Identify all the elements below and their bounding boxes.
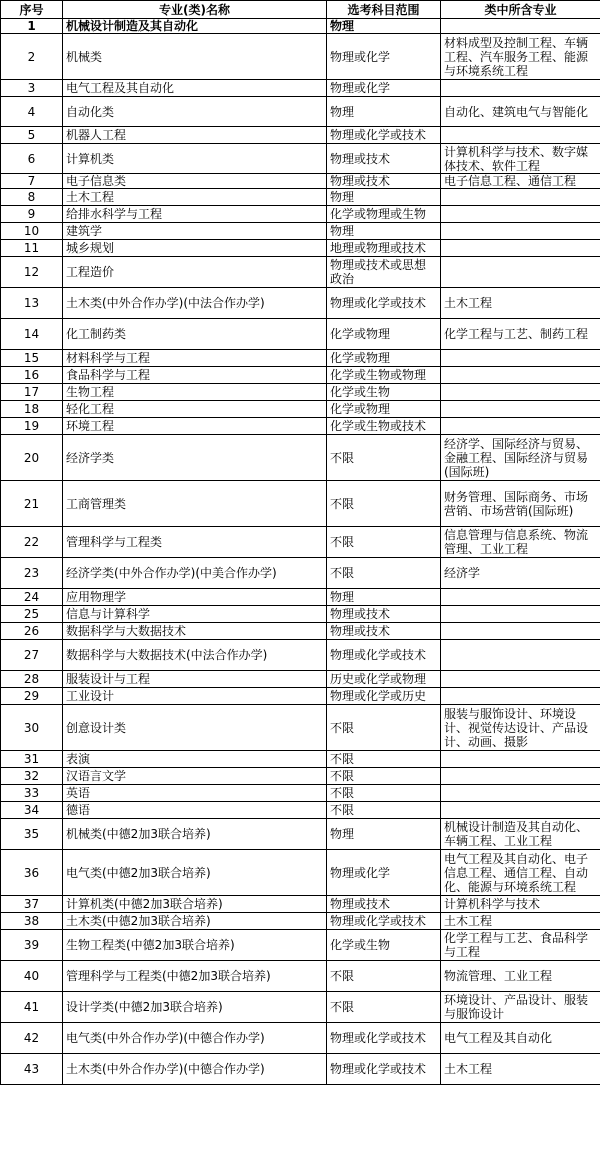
subject-range: 物理 xyxy=(327,189,441,206)
contained-majors: 土木工程 xyxy=(441,1054,600,1085)
subject-range: 物理 xyxy=(327,819,441,850)
major-name: 数据科学与大数据技术 xyxy=(63,623,327,640)
row-number: 32 xyxy=(1,768,63,785)
row-number: 43 xyxy=(1,1054,63,1085)
subject-range: 地理或物理或技术 xyxy=(327,240,441,257)
table-row xyxy=(1,19,600,34)
major-name: 电子信息类 xyxy=(63,174,327,189)
contained-majors: 化学工程与工艺、食品科学与工程 xyxy=(441,930,600,961)
table-row xyxy=(1,802,600,819)
table-row xyxy=(1,1023,600,1054)
major-name: 电气类(中德2加3联合培养) xyxy=(63,850,327,896)
contained-majors xyxy=(441,768,600,785)
row-number: 40 xyxy=(1,961,63,992)
major-name: 轻化工程 xyxy=(63,401,327,418)
contained-majors xyxy=(441,80,600,97)
row-number: 15 xyxy=(1,350,63,367)
row-number: 7 xyxy=(1,174,63,189)
table-row xyxy=(1,589,600,606)
contained-majors xyxy=(441,206,600,223)
row-number: 39 xyxy=(1,930,63,961)
major-name: 应用物理学 xyxy=(63,589,327,606)
major-name: 服装设计与工程 xyxy=(63,671,327,688)
contained-majors: 计算机科学与技术、数字媒体技术、软件工程 xyxy=(441,144,600,174)
table-row xyxy=(1,930,600,961)
contained-majors xyxy=(441,350,600,367)
subject-range: 化学或生物或技术 xyxy=(327,418,441,435)
subject-range: 不限 xyxy=(327,705,441,751)
contained-majors xyxy=(441,606,600,623)
subject-range: 物理或化学或技术 xyxy=(327,1054,441,1085)
row-number: 24 xyxy=(1,589,63,606)
table-row xyxy=(1,688,600,705)
row-number: 6 xyxy=(1,144,63,174)
row-number: 21 xyxy=(1,481,63,527)
major-name: 经济学类(中外合作办学)(中美合作办学) xyxy=(63,558,327,589)
row-number: 30 xyxy=(1,705,63,751)
contained-majors: 财务管理、国际商务、市场营销、市场营销(国际班) xyxy=(441,481,600,527)
row-number: 2 xyxy=(1,34,63,80)
major-name: 食品科学与工程 xyxy=(63,367,327,384)
subject-range: 化学或生物 xyxy=(327,384,441,401)
row-number: 5 xyxy=(1,127,63,144)
contained-majors: 化学工程与工艺、制药工程 xyxy=(441,319,600,350)
table-row xyxy=(1,913,600,930)
header-no: 序号 xyxy=(1,1,63,19)
table-row xyxy=(1,418,600,435)
row-number: 4 xyxy=(1,97,63,127)
row-number: 14 xyxy=(1,319,63,350)
contained-majors: 物流管理、工业工程 xyxy=(441,961,600,992)
major-name: 机器人工程 xyxy=(63,127,327,144)
table-row xyxy=(1,671,600,688)
subject-range: 物理或技术 xyxy=(327,896,441,913)
major-name: 经济学类 xyxy=(63,435,327,481)
contained-majors: 材料成型及控制工程、车辆工程、汽车服务工程、能源与环境系统工程 xyxy=(441,34,600,80)
major-name: 化工制药类 xyxy=(63,319,327,350)
table-row xyxy=(1,785,600,802)
contained-majors: 服装与服饰设计、环境设计、视觉传达设计、产品设计、动画、摄影 xyxy=(441,705,600,751)
table-row xyxy=(1,319,600,350)
table-row xyxy=(1,401,600,418)
contained-majors xyxy=(441,688,600,705)
subject-range: 不限 xyxy=(327,768,441,785)
table-row xyxy=(1,623,600,640)
table-row xyxy=(1,257,600,288)
subject-range: 物理或技术 xyxy=(327,623,441,640)
contained-majors xyxy=(441,384,600,401)
row-number: 41 xyxy=(1,992,63,1023)
major-name: 数据科学与大数据技术(中法合作办学) xyxy=(63,640,327,671)
table-row xyxy=(1,992,600,1023)
major-name: 建筑学 xyxy=(63,223,327,240)
table-row xyxy=(1,80,600,97)
row-number: 10 xyxy=(1,223,63,240)
contained-majors xyxy=(441,127,600,144)
table-row xyxy=(1,481,600,527)
subject-range: 不限 xyxy=(327,527,441,558)
row-number: 9 xyxy=(1,206,63,223)
major-name: 汉语言文学 xyxy=(63,768,327,785)
table-row xyxy=(1,34,600,80)
major-name: 土木类(中外合作办学)(中德合作办学) xyxy=(63,1054,327,1085)
table-row xyxy=(1,384,600,401)
subject-range: 化学或物理或生物 xyxy=(327,206,441,223)
subject-range: 物理或化学或技术 xyxy=(327,640,441,671)
table-row xyxy=(1,819,600,850)
subject-range: 物理 xyxy=(327,97,441,127)
subject-range: 不限 xyxy=(327,785,441,802)
major-name: 土木类(中德2加3联合培养) xyxy=(63,913,327,930)
row-number: 22 xyxy=(1,527,63,558)
table-row xyxy=(1,640,600,671)
row-number: 20 xyxy=(1,435,63,481)
major-name: 管理科学与工程类 xyxy=(63,527,327,558)
table-row xyxy=(1,288,600,319)
row-number: 11 xyxy=(1,240,63,257)
contained-majors: 信息管理与信息系统、物流管理、工业工程 xyxy=(441,527,600,558)
contained-majors xyxy=(441,19,600,34)
table-row xyxy=(1,896,600,913)
subject-range: 物理或化学或技术 xyxy=(327,127,441,144)
table-row xyxy=(1,850,600,896)
table-row xyxy=(1,435,600,481)
subject-range: 物理或化学 xyxy=(327,850,441,896)
contained-majors xyxy=(441,589,600,606)
row-number: 31 xyxy=(1,751,63,768)
row-number: 42 xyxy=(1,1023,63,1054)
row-number: 19 xyxy=(1,418,63,435)
subject-range: 物理或技术或思想政治 xyxy=(327,257,441,288)
subject-range: 不限 xyxy=(327,992,441,1023)
subject-range: 物理或化学或技术 xyxy=(327,1023,441,1054)
row-number: 34 xyxy=(1,802,63,819)
contained-majors xyxy=(441,802,600,819)
contained-majors: 环境设计、产品设计、服装与服饰设计 xyxy=(441,992,600,1023)
major-name: 计算机类 xyxy=(63,144,327,174)
major-name: 表演 xyxy=(63,751,327,768)
table-row xyxy=(1,751,600,768)
contained-majors: 经济学、国际经济与贸易、金融工程、国际经济与贸易(国际班) xyxy=(441,435,600,481)
row-number: 12 xyxy=(1,257,63,288)
table-row xyxy=(1,350,600,367)
row-number: 8 xyxy=(1,189,63,206)
contained-majors: 电气工程及其自动化 xyxy=(441,1023,600,1054)
contained-majors xyxy=(441,640,600,671)
subject-range: 物理 xyxy=(327,223,441,240)
header-contained-majors: 类中所含专业 xyxy=(441,1,600,19)
row-number: 17 xyxy=(1,384,63,401)
header-major-name: 专业(类)名称 xyxy=(63,1,327,19)
contained-majors xyxy=(441,785,600,802)
row-number: 38 xyxy=(1,913,63,930)
major-name: 给排水科学与工程 xyxy=(63,206,327,223)
table-row xyxy=(1,144,600,174)
table-row xyxy=(1,527,600,558)
major-name: 自动化类 xyxy=(63,97,327,127)
subject-range: 化学或物理 xyxy=(327,350,441,367)
major-name: 城乡规划 xyxy=(63,240,327,257)
major-name: 计算机类(中德2加3联合培养) xyxy=(63,896,327,913)
major-name: 电气类(中外合作办学)(中德合作办学) xyxy=(63,1023,327,1054)
major-name: 土木类(中外合作办学)(中法合作办学) xyxy=(63,288,327,319)
subject-range: 物理或技术 xyxy=(327,606,441,623)
major-name: 工商管理类 xyxy=(63,481,327,527)
major-name: 机械类 xyxy=(63,34,327,80)
subject-range: 历史或化学或物理 xyxy=(327,671,441,688)
table-row xyxy=(1,189,600,206)
subject-range: 物理或化学 xyxy=(327,34,441,80)
subject-range: 化学或物理 xyxy=(327,319,441,350)
subject-range: 不限 xyxy=(327,961,441,992)
major-name: 生物工程 xyxy=(63,384,327,401)
major-name: 生物工程类(中德2加3联合培养) xyxy=(63,930,327,961)
contained-majors: 自动化、建筑电气与智能化 xyxy=(441,97,600,127)
row-number: 28 xyxy=(1,671,63,688)
row-number: 36 xyxy=(1,850,63,896)
major-name: 机械类(中德2加3联合培养) xyxy=(63,819,327,850)
contained-majors xyxy=(441,223,600,240)
major-name: 信息与计算科学 xyxy=(63,606,327,623)
row-number: 25 xyxy=(1,606,63,623)
subject-range: 不限 xyxy=(327,558,441,589)
row-number: 27 xyxy=(1,640,63,671)
subject-range: 物理 xyxy=(327,19,441,34)
contained-majors xyxy=(441,671,600,688)
contained-majors xyxy=(441,189,600,206)
subject-range: 物理或技术 xyxy=(327,174,441,189)
row-number: 1 xyxy=(1,19,63,34)
subject-range: 物理或化学或技术 xyxy=(327,288,441,319)
subject-range: 化学或物理 xyxy=(327,401,441,418)
row-number: 26 xyxy=(1,623,63,640)
major-name: 材料科学与工程 xyxy=(63,350,327,367)
row-number: 33 xyxy=(1,785,63,802)
contained-majors: 机械设计制造及其自动化、车辆工程、工业工程 xyxy=(441,819,600,850)
contained-majors: 经济学 xyxy=(441,558,600,589)
table-row xyxy=(1,768,600,785)
contained-majors xyxy=(441,240,600,257)
table-row xyxy=(1,174,600,189)
major-name: 英语 xyxy=(63,785,327,802)
major-name: 机械设计制造及其自动化 xyxy=(63,19,327,34)
major-name: 管理科学与工程类(中德2加3联合培养) xyxy=(63,961,327,992)
major-name: 设计学类(中德2加3联合培养) xyxy=(63,992,327,1023)
contained-majors xyxy=(441,751,600,768)
table-row xyxy=(1,206,600,223)
row-number: 13 xyxy=(1,288,63,319)
row-number: 29 xyxy=(1,688,63,705)
major-name: 土木工程 xyxy=(63,189,327,206)
major-name: 电气工程及其自动化 xyxy=(63,80,327,97)
major-name: 工业设计 xyxy=(63,688,327,705)
row-number: 18 xyxy=(1,401,63,418)
table-row xyxy=(1,240,600,257)
table-row xyxy=(1,961,600,992)
table-row xyxy=(1,1054,600,1085)
major-name: 环境工程 xyxy=(63,418,327,435)
subject-range: 物理或化学或历史 xyxy=(327,688,441,705)
subject-range: 物理 xyxy=(327,589,441,606)
table-row xyxy=(1,223,600,240)
contained-majors xyxy=(441,257,600,288)
contained-majors: 计算机科学与技术 xyxy=(441,896,600,913)
major-name: 创意设计类 xyxy=(63,705,327,751)
row-number: 37 xyxy=(1,896,63,913)
subject-range: 化学或生物或物理 xyxy=(327,367,441,384)
contained-majors xyxy=(441,623,600,640)
major-name: 工程造价 xyxy=(63,257,327,288)
subject-range: 物理或化学 xyxy=(327,80,441,97)
table-row xyxy=(1,367,600,384)
major-name: 德语 xyxy=(63,802,327,819)
subject-range: 不限 xyxy=(327,802,441,819)
table-row xyxy=(1,558,600,589)
subject-range: 不限 xyxy=(327,435,441,481)
header-subjects: 选考科目范围 xyxy=(327,1,441,19)
contained-majors xyxy=(441,367,600,384)
contained-majors xyxy=(441,418,600,435)
subject-range: 物理或化学或技术 xyxy=(327,913,441,930)
row-number: 35 xyxy=(1,819,63,850)
table-row xyxy=(1,97,600,127)
row-number: 23 xyxy=(1,558,63,589)
subject-range: 不限 xyxy=(327,751,441,768)
contained-majors: 电子信息工程、通信工程 xyxy=(441,174,600,189)
row-number: 3 xyxy=(1,80,63,97)
table-row xyxy=(1,127,600,144)
row-number: 16 xyxy=(1,367,63,384)
contained-majors: 土木工程 xyxy=(441,913,600,930)
contained-majors: 土木工程 xyxy=(441,288,600,319)
contained-majors: 电气工程及其自动化、电子信息工程、通信工程、自动化、能源与环境系统工程 xyxy=(441,850,600,896)
subject-range: 化学或生物 xyxy=(327,930,441,961)
subject-range: 物理或技术 xyxy=(327,144,441,174)
table-row xyxy=(1,705,600,751)
header-row xyxy=(1,1,600,19)
table-row xyxy=(1,606,600,623)
contained-majors xyxy=(441,401,600,418)
subject-range: 不限 xyxy=(327,481,441,527)
